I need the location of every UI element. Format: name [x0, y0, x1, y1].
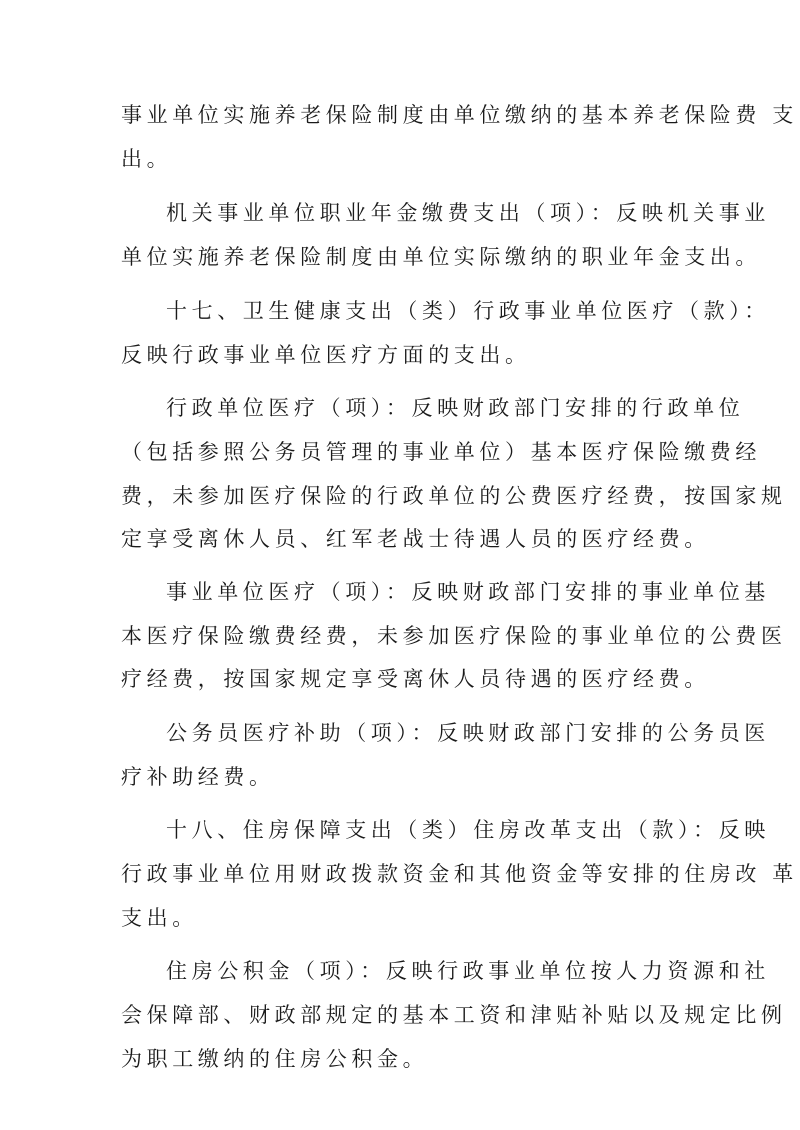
text-line: 本医疗保险缴费经费，未参加医疗保险的事业单位的公费医 [121, 624, 787, 648]
text-line: 公务员医疗补助（项）：反映财政部门安排的公务员医 [166, 721, 770, 745]
text-line: 行政单位医疗（项）：反映财政部门安排的行政单位 [166, 396, 745, 420]
text-line: 疗经费，按国家规定享受离休人员待遇的医疗经费。 [121, 667, 710, 691]
text-line: 支出。 [121, 906, 198, 930]
text-line: 十八、住房保障支出（类）住房改革支出（款）：反映 [166, 818, 770, 842]
text-line: 为职工缴纳的住房公积金。 [121, 1047, 429, 1071]
text-line: （包括参照公务员管理的事业单位）基本医疗保险缴费经 [121, 440, 761, 464]
text-line: 费，未参加医疗保险的行政单位的公费医疗经费，按国家规 [121, 484, 787, 508]
text-line: 疗补助经费。 [121, 765, 275, 789]
text-line: 事业单位实施养老保险制度由单位缴纳的基本养老保险费 支 [121, 103, 798, 127]
text-line: 单位实施养老保险制度由单位实际缴纳的职业年金支出。 [121, 245, 761, 269]
text-line: 十七、卫生健康支出（类）行政事业单位医疗（款）： [166, 299, 770, 323]
text-line: 机关事业单位职业年金缴费支出（项）：反映机关事业 [166, 201, 770, 225]
text-line: 出。 [121, 147, 173, 171]
text-line: 定享受离休人员、红军老战士待遇人员的医疗经费。 [121, 527, 710, 551]
text-line: 行政事业单位用财政拨款资金和其他资金等安排的住房改 革 [121, 862, 798, 886]
text-line: 事业单位医疗（项）：反映财政部门安排的事业单位基 [166, 580, 770, 604]
text-line: 反映行政事业单位医疗方面的支出。 [121, 343, 531, 367]
text-line: 会保障部、财政部规定的基本工资和津贴补贴以及规定比例 [121, 1003, 787, 1027]
text-line: 住房公积金（项）：反映行政事业单位按人力资源和社 [166, 959, 770, 983]
